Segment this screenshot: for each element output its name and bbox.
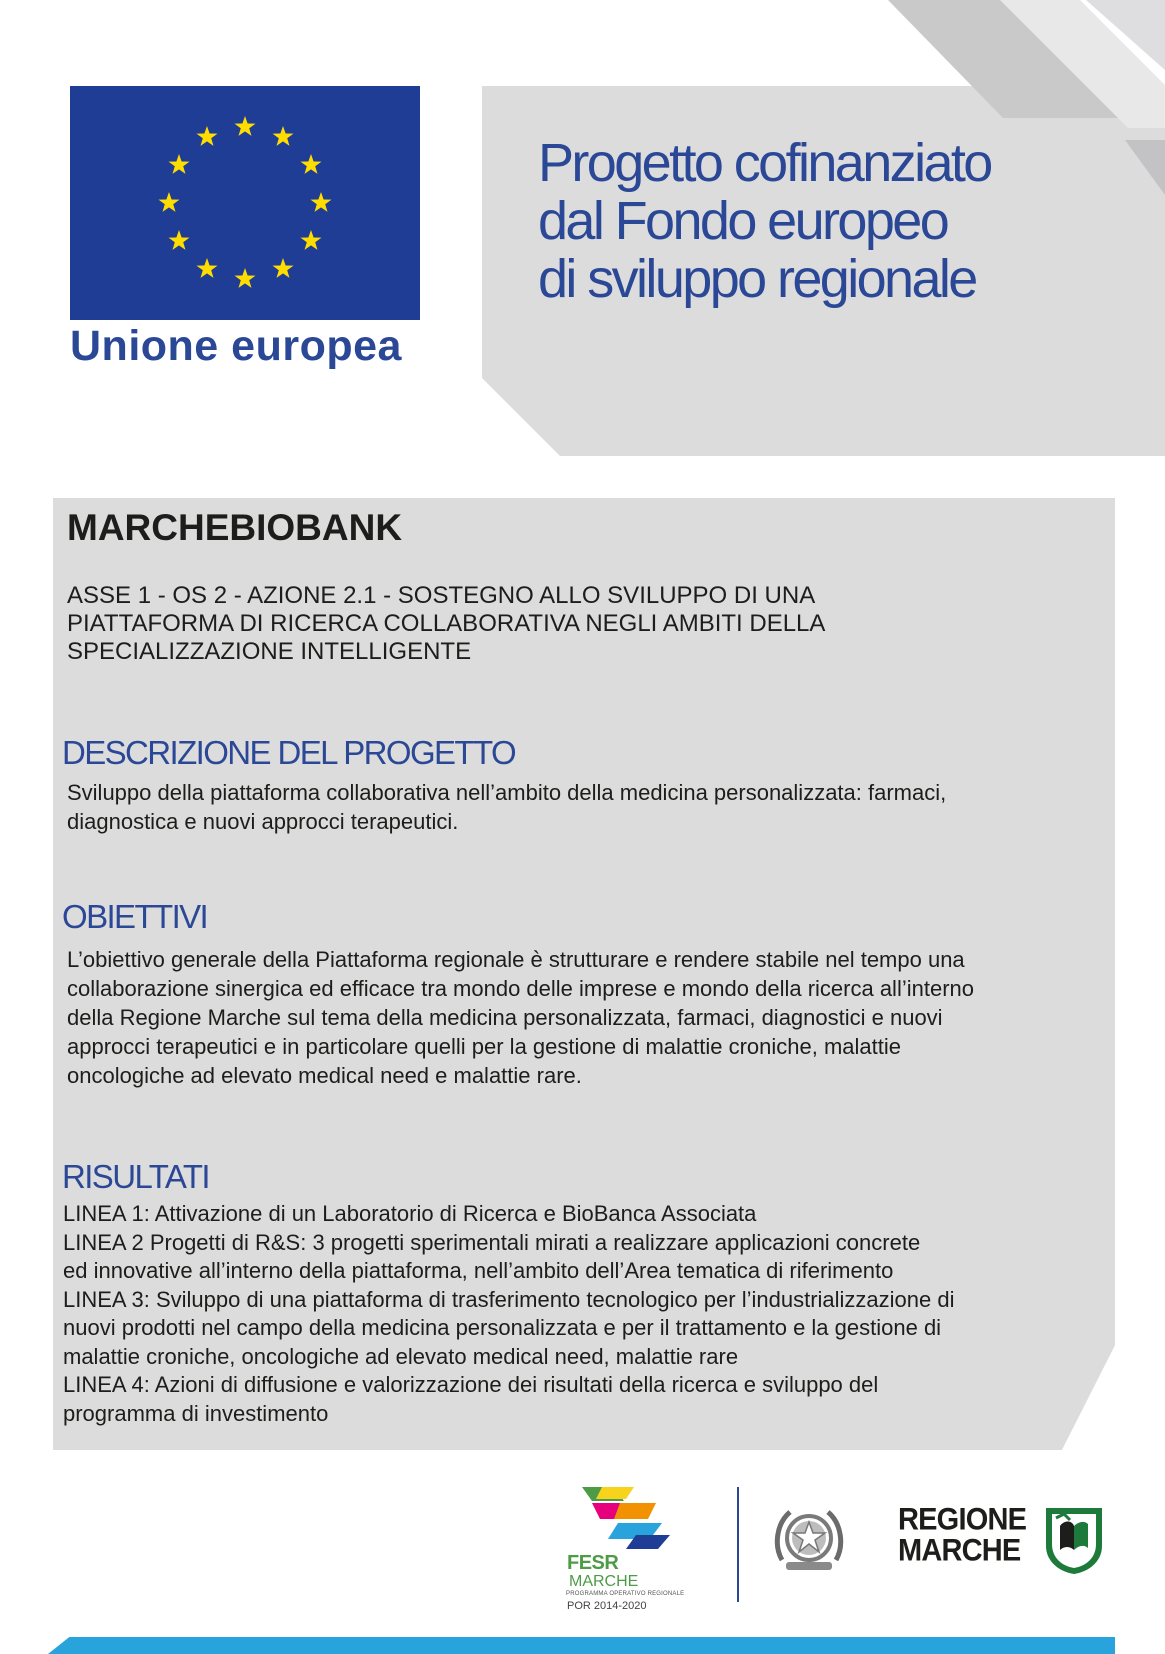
fesr-region: MARCHE (569, 1573, 639, 1590)
fesr-title: FESR (567, 1552, 619, 1574)
bottom-accent-bar (48, 1637, 1115, 1654)
results-line: LINEA 1: Attivazione di un Laboratorio di Ricerca e BioBanca Associata (63, 1201, 757, 1226)
project-axis (67, 582, 1067, 666)
objectives-line: oncologiche ad elevato medical need e malattie rare. (67, 1063, 582, 1088)
results-heading: RISULTATI (62, 1158, 209, 1195)
regione-marche-logo-text (898, 1502, 1027, 1569)
footer-divider (737, 1487, 739, 1602)
objectives-line: collaborazione sinergica ed efficace tra mondo delle imprese e mondo della ricerca all’interno (67, 976, 974, 1001)
regione-line: MARCHE (898, 1533, 1021, 1569)
axis-line: PIATTAFORMA DI RICERCA COLLABORATIVA NEGLI AMBITI DELLA (67, 610, 826, 637)
eu-flag (70, 86, 420, 320)
regione-marche-shield-icon (1044, 1506, 1104, 1576)
description-text (67, 778, 946, 836)
results-line: LINEA 4: Azioni di diffusione e valorizzazione dei risultati della ricerca e sviluppo del (63, 1372, 879, 1397)
cofinanced-line: Progetto cofinanziato (538, 133, 991, 193)
eu-label: Unione europea (70, 322, 402, 370)
cofinanced-line: di sviluppo regionale (538, 249, 976, 309)
objectives-heading: OBIETTIVI (62, 898, 208, 935)
results-line: malattie croniche, oncologiche ad elevato medical need, malattie rare (63, 1343, 739, 1369)
axis-line: SPECIALIZZAZIONE INTELLIGENTE (67, 638, 472, 665)
fesr-period: POR 2014-2020 (567, 1600, 647, 1612)
description-line: diagnostica e nuovi approcci terapeutici. (67, 809, 459, 834)
fesr-logo-icon (580, 1485, 680, 1555)
objectives-line: L’obiettivo generale della Piattaforma regionale è strutturare e rendere stabile nel tempo una (67, 947, 965, 972)
italian-republic-emblem-icon (772, 1502, 846, 1576)
results-line: programma di investimento (63, 1400, 329, 1426)
axis-line: ASSE 1 - OS 2 - AZIONE 2.1 - SOSTEGNO ALLO SVILUPPO DI UNA (67, 582, 816, 609)
cofinanced-line: dal Fondo europeo (538, 191, 948, 251)
description-heading: DESCRIZIONE DEL PROGETTO (62, 734, 516, 771)
results-line: LINEA 3: Sviluppo di una piattaforma di trasferimento tecnologico per l’industrializzazione di (63, 1286, 955, 1312)
eu-stars-icon (70, 86, 420, 320)
regione-line: REGIONE (898, 1502, 1027, 1538)
results-text (63, 1200, 954, 1428)
fesr-program: PROGRAMMA OPERATIVO REGIONALE (566, 1591, 685, 1597)
objectives-text (67, 945, 974, 1090)
description-line: Sviluppo della piattaforma collaborativa nell’ambito della medicina personalizzata: farmaci, (67, 780, 947, 805)
objectives-line: della Regione Marche sul tema della medicina personalizzata, farmaci, diagnostici e nuovi (67, 1005, 943, 1030)
cofinanced-statement (538, 134, 1098, 308)
project-title: MARCHEBIOBANK (67, 507, 403, 548)
results-line: ed innovative all’interno della piattaforma, nell’ambito dell’Area tematica di riferimento (63, 1258, 894, 1283)
results-line: LINEA 2 Progetti di R&S: 3 progetti sperimentali mirati a realizzare applicazioni concrete (63, 1229, 921, 1255)
objectives-line: approcci terapeutici e in particolare quelli per la gestione di malattie croniche, malattie (67, 1034, 902, 1059)
results-line: nuovi prodotti nel campo della medicina personalizzata e per il trattamento e la gestione di (63, 1315, 942, 1340)
